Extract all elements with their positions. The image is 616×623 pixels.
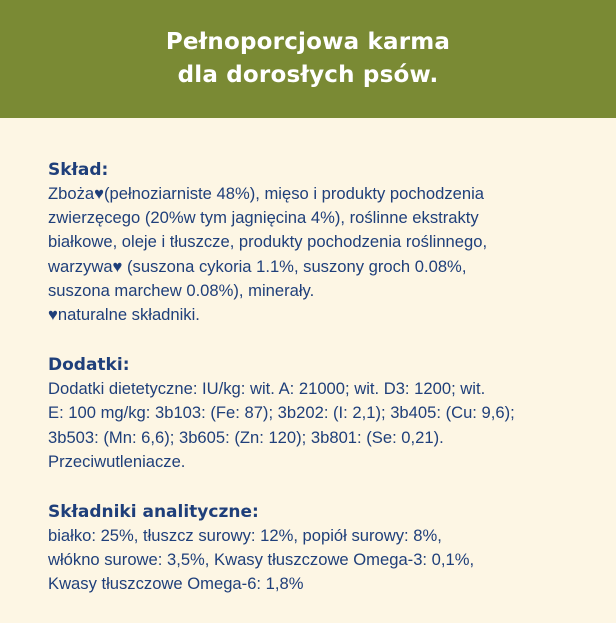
header-title-line-2: dla dorosłych psów. (177, 62, 439, 88)
analytical-text: białko: 25%, tłuszcz surowy: 12%, popiół surowy: 8%, włókno surowe: 3,5%, Kwasy tłuszczowe Omega-3: 0,1%, Kwasy tłuszczowe Omega-6: 1,8% (48, 526, 475, 594)
analytical-section (48, 500, 596, 597)
analytical-heading: Składniki analityczne: (48, 502, 259, 523)
additives-text: Dodatki dietetyczne: IU/kg: wit. A: 21000; wit. D3: 1200; wit. E: 100 mg/kg: 3b103: (Fe: 87); 3b202: (I: 2,1); 3b405: (Cu: 9,6); 3b503: (Mn: 6,6); 3b605: (Zn: 120); 3b801: (Se: 0,21). Przeciwutleniacze. (48, 379, 515, 471)
additives-heading: Dodatki: (48, 355, 130, 376)
header-title-line-1: Pełnoporcjowa karma (165, 29, 451, 55)
header-banner (0, 0, 616, 118)
composition-text: Zboża♥(pełnoziarniste 48%), mięso i produkty pochodzenia zwierzęcego (20%w tym jagnięcina 4%), roślinne ekstrakty białkowe, oleje i tłuszcze, produkty pochodzenia roślinnego, warzywa♥ (suszona cykoria 1.1%, suszony groch 0.08%, suszona marchew 0.08%), minerały. ♥naturalne składniki. (48, 184, 488, 325)
composition-section (48, 158, 596, 327)
additives-section (48, 353, 596, 474)
composition-heading: Skład: (48, 160, 109, 180)
ingredients-panel (48, 158, 596, 623)
